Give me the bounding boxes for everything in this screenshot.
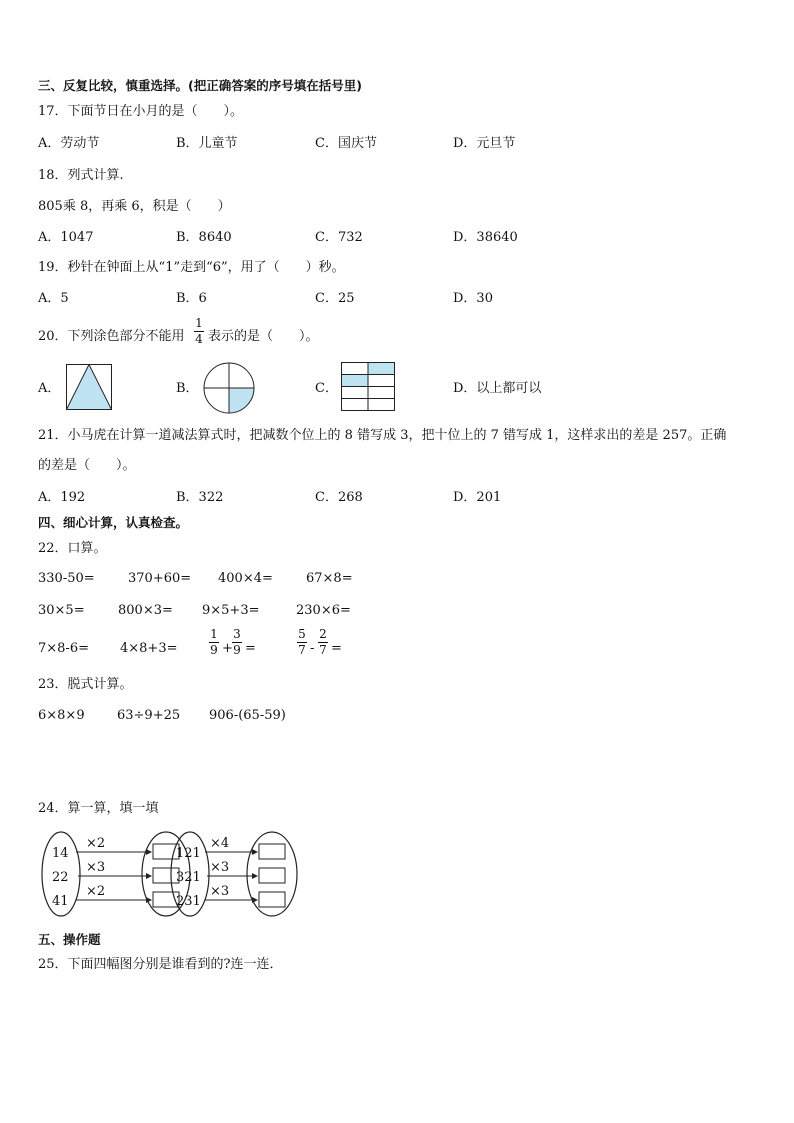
q22-calc: 330-50= (38, 571, 95, 586)
q20-figure-c-grid-rectangle (341, 362, 395, 412)
q21-line2: 的差是（ ）。 (38, 458, 136, 473)
q22-equals: = (331, 641, 342, 656)
q18-option-a: A．1047 (38, 230, 94, 245)
q19-option-d: D．30 (453, 291, 493, 306)
q20-option-a: A． (38, 381, 61, 396)
q22-calc: 9×5+3= (202, 603, 260, 618)
q22-operator: + (222, 641, 233, 656)
q24-right-number: 121 (176, 846, 201, 861)
q25-stem: 25．下面四幅图分别是谁看到的?连一连． (38, 957, 283, 972)
q19-option-b: B．6 (176, 291, 207, 306)
q21-option-a: A．192 (38, 490, 86, 505)
q20-frac-num: 1 (195, 316, 203, 330)
q20-fraction (194, 317, 204, 346)
q20-option-b: B． (176, 381, 199, 396)
q18-option-c: C．732 (315, 230, 363, 245)
fraction-denominator: 9 (210, 643, 218, 657)
q18-stem: 18．列式计算. (38, 168, 124, 183)
q22-calc: 370+60= (128, 571, 192, 586)
q24-stem: 24．算一算，填一填 (38, 801, 159, 816)
fraction-denominator: 7 (319, 643, 327, 657)
section5-title: 五、操作题 (38, 932, 101, 947)
q24-left-number: 22 (52, 870, 69, 885)
q18-option-d: D．38640 (453, 230, 518, 245)
answer-box (259, 892, 285, 907)
q22-fraction (232, 628, 242, 657)
fraction-numerator: 5 (298, 627, 306, 641)
q23-item: 63÷9+25 (117, 708, 181, 723)
q21-option-c: C．268 (315, 490, 363, 505)
q22-equals: = (245, 641, 256, 656)
fraction-numerator: 1 (210, 627, 218, 641)
q24-right-operation: ×3 (210, 884, 230, 899)
q24-left-operation: ×2 (86, 884, 106, 899)
q24-right-number: 321 (176, 870, 201, 885)
q17-stem: 17．下面节日在小月的是（ ）。 (38, 104, 244, 119)
q20-option-c: C． (315, 381, 338, 396)
q17-option-b: B．儿童节 (176, 136, 238, 151)
q22-stem: 22．口算。 (38, 541, 107, 556)
q24-left-number: 41 (52, 894, 69, 909)
q19-option-c: C．25 (315, 291, 355, 306)
q19-option-a: A．5 (38, 291, 69, 306)
q22-calc: 4×8+3= (120, 641, 178, 656)
section4-title: 四、细心计算，认真检查。 (38, 515, 189, 530)
q24-left-number: 14 (52, 846, 69, 861)
fraction-numerator: 2 (319, 627, 327, 641)
q19-stem: 19．秒针在钟面上从“1”走到“6”，用了（ ）秒。 (38, 260, 345, 275)
q24-left-operation: ×3 (86, 860, 106, 875)
q24-right-operation: ×3 (210, 860, 230, 875)
answer-box (259, 844, 285, 859)
q17-option-a: A．劳动节 (38, 136, 100, 151)
section3-title: 三、反复比较，慎重选择。(把正确答案的序号填在括号里) (38, 78, 362, 93)
fraction-numerator: 3 (233, 627, 241, 641)
q20-stem-post: 表示的是（ ）。 (208, 329, 319, 344)
q24-mapping-diagram (38, 828, 302, 920)
q20-stem-pre: 20．下列涂色部分不能用 (38, 329, 185, 344)
q22-calc: 230×6= (296, 603, 351, 618)
q22-calc: 67×8= (306, 571, 353, 586)
q20-figure-a-triangle-in-square (66, 364, 112, 410)
q20-option-d: D．以上都可以 (453, 381, 542, 396)
q23-stem: 23．脱式计算。 (38, 677, 133, 692)
q22-calc: 800×3= (118, 603, 173, 618)
q22-fraction (318, 628, 328, 657)
q21-option-b: B．322 (176, 490, 224, 505)
q20-figure-b-circle-quarters (203, 362, 255, 414)
q17-option-c: C．国庆节 (315, 136, 377, 151)
q24-left-operation: ×2 (86, 836, 106, 851)
q17-option-d: D．元旦节 (453, 136, 516, 151)
q24-right-number: 231 (176, 894, 201, 909)
q23-item: 6×8×9 (38, 708, 85, 723)
q22-fraction (297, 628, 307, 657)
q22-calc: 30×5= (38, 603, 85, 618)
q24-right-operation: ×4 (210, 836, 230, 851)
q21-option-d: D．201 (453, 490, 502, 505)
q20-frac-den: 4 (195, 332, 203, 346)
q22-calc: 7×8-6= (38, 641, 89, 656)
q21-line1: 21．小马虎在计算一道减法算式时，把减数个位上的 8 错写成 3，把十位上的 7 错写成 1，这样求出的差是 257。正确 (38, 428, 727, 443)
fraction-denominator: 7 (298, 643, 306, 657)
q18-option-b: B．8640 (176, 230, 232, 245)
q22-operator: - (310, 641, 315, 656)
q18-sub: 805乘 8，再乘 6，积是（ ） (38, 199, 231, 214)
q22-fraction (209, 628, 219, 657)
answer-box (259, 868, 285, 883)
q22-calc: 400×4= (218, 571, 273, 586)
fraction-denominator: 9 (233, 643, 241, 657)
q23-item: 906-(65-59) (209, 708, 286, 723)
